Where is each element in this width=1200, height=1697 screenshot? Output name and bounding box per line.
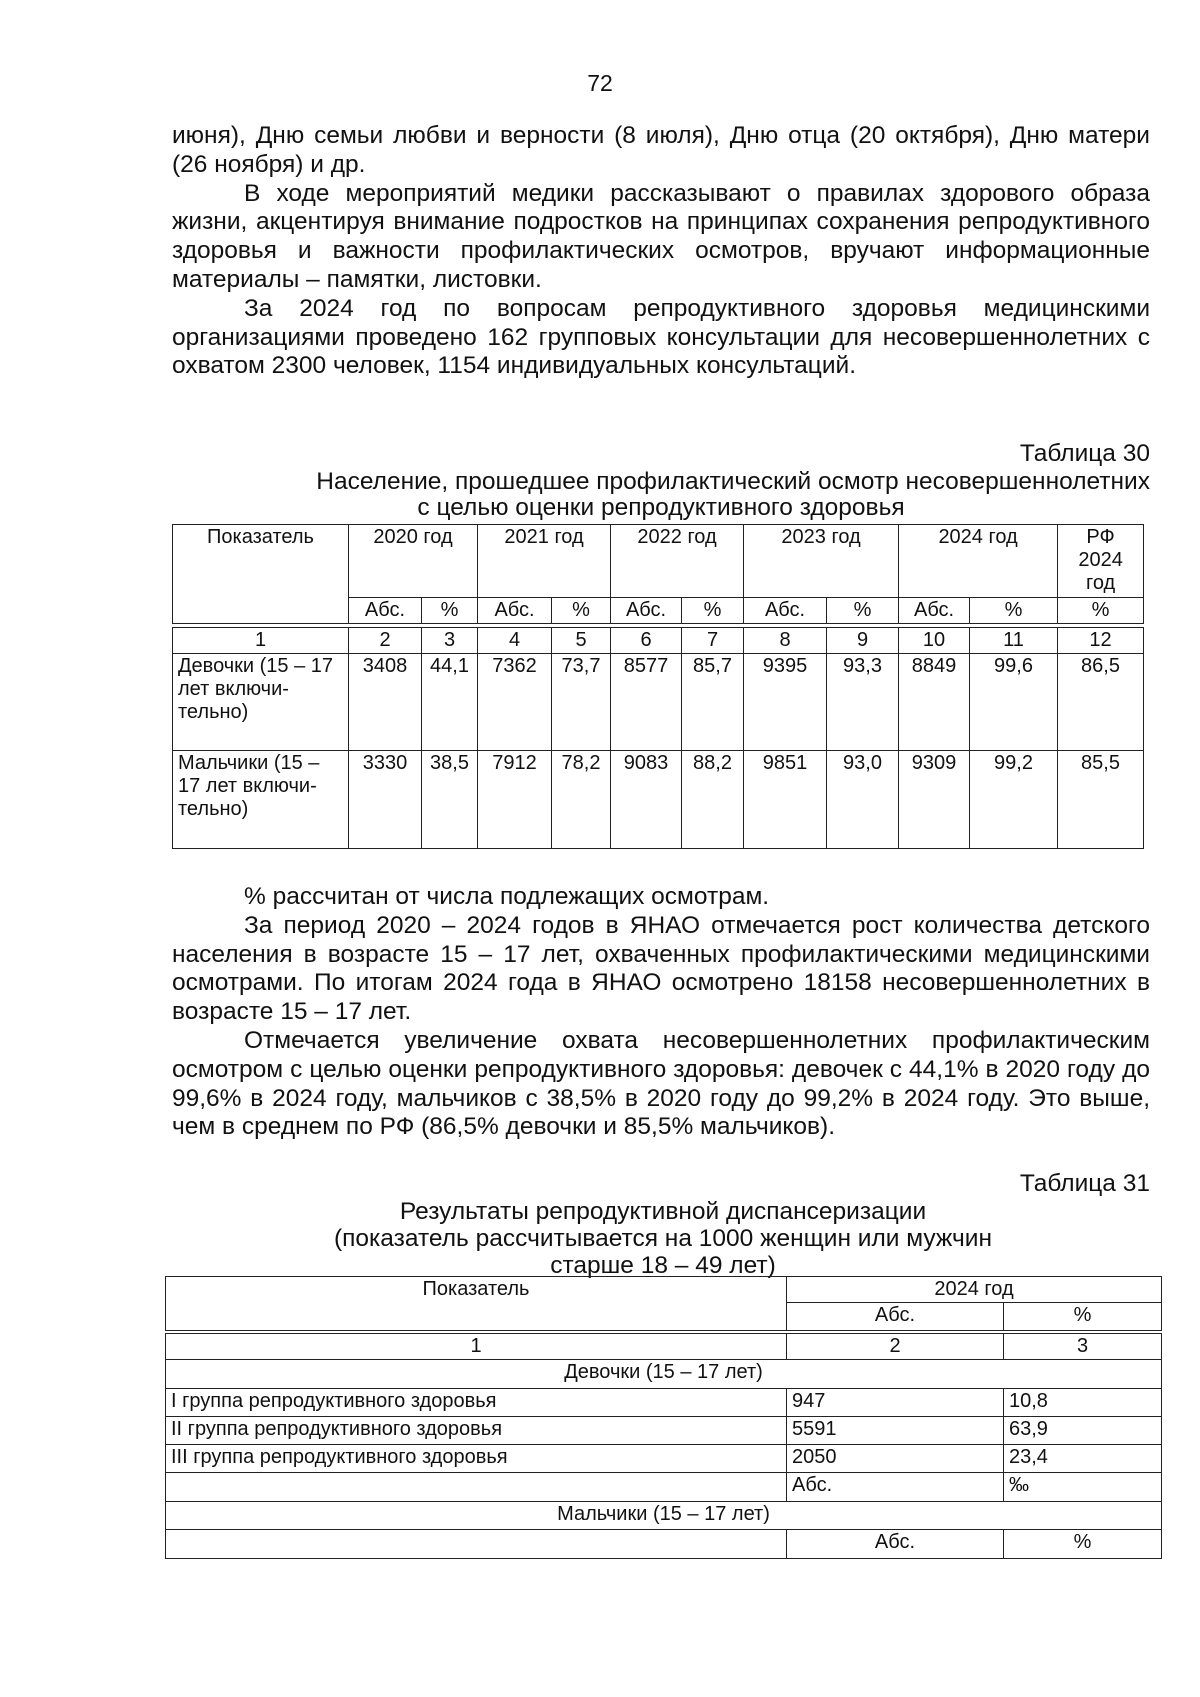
table30-title-line: с целью оценки репродуктивного здоровья <box>417 494 905 521</box>
table30-title <box>172 469 1150 521</box>
text-block-top <box>172 122 1150 381</box>
cell: 78,2 <box>552 751 611 849</box>
cell: 7362 <box>478 654 552 751</box>
col-number: 5 <box>552 628 611 654</box>
paragraph: % рассчитан от числа подлежащих осмотрам. <box>244 883 770 910</box>
paragraph: В ходе мероприятий медики рассказывают о правилах здорового образа жизни, акцентируя внимание подростков на принципах сохранения репродуктивного здоровья и важности профилактических осмотров, вручают информационные материалы – памятки, листовки. <box>172 179 1150 293</box>
table30-body <box>172 627 1144 849</box>
paragraph: Отмечается увеличение охвата несовершеннолетних профилактическим осмотром с целью оценки репродуктивного здоровья: девочек с 44,1% в 2020 году до 99,6% в 2024 году, мальчиков с 38,5% в 2020 году до 99,2% в 2024 году. Это выше, чем в среднем по РФ (86,5% девочки и 85,5% мальчиков). <box>172 1026 1150 1141</box>
row-label: III группа репродуктивного здоровья <box>166 1445 787 1473</box>
header-pct: % <box>827 598 899 624</box>
row-label: Девочки (15 – 17 лет включи-тельно) <box>173 654 349 751</box>
cell-permille-label: ‰ <box>1004 1473 1162 1502</box>
header-rf: РФ 2024 год <box>1058 525 1144 598</box>
col-number: 3 <box>1004 1334 1162 1360</box>
text-block-mid <box>172 883 1150 1142</box>
cell: 9083 <box>611 751 682 849</box>
table-row <box>173 654 1144 751</box>
header-year: 2020 год <box>349 525 478 598</box>
header-pct: % <box>1058 598 1144 624</box>
empty-cell <box>166 1530 787 1559</box>
header-pct: % <box>1004 1303 1162 1331</box>
col-number: 2 <box>349 628 422 654</box>
header-year: 2021 год <box>478 525 611 598</box>
header-abs: Абс. <box>744 598 827 624</box>
header-year: 2024 год <box>787 1277 1162 1303</box>
cell-abs: 5591 <box>787 1417 1004 1445</box>
table31-title-line: старше 18 – 49 лет) <box>550 1252 776 1279</box>
table30-label: Таблица 30 <box>1019 440 1150 467</box>
header-pct: % <box>552 598 611 624</box>
header-indicator: Показатель <box>173 525 349 624</box>
cell: 9395 <box>744 654 827 751</box>
table-row <box>166 1389 1162 1417</box>
row-label: II группа репродуктивного здоровья <box>166 1417 787 1445</box>
col-number: 6 <box>611 628 682 654</box>
cell-pct: 23,4 <box>1004 1445 1162 1473</box>
empty-cell <box>166 1473 787 1502</box>
cell: 85,7 <box>682 654 744 751</box>
column-number-row <box>166 1334 1162 1360</box>
col-number: 7 <box>682 628 744 654</box>
table-row <box>166 1473 1162 1502</box>
table31-header <box>165 1276 1162 1331</box>
cell: 99,6 <box>970 654 1058 751</box>
paragraph: За период 2020 – 2024 годов в ЯНАО отмечается рост количества детского населения в возрасте 15 – 17 лет, охваченных профилактическими медицинскими осмотрами. По итогам 2024 года в ЯНАО осмотрено 18158 несовершеннолетних в возрасте 15 – 17 лет. <box>172 911 1150 1026</box>
table30-title-line: Население, прошедшее профилактический осмотр несовершеннолетних <box>316 468 1150 495</box>
header-year: 2022 год <box>611 525 744 598</box>
col-number: 11 <box>970 628 1058 654</box>
header-abs: Абс. <box>611 598 682 624</box>
cell: 7912 <box>478 751 552 849</box>
cell-pct: 10,8 <box>1004 1389 1162 1417</box>
cell: 86,5 <box>1058 654 1144 751</box>
header-indicator: Показатель <box>166 1277 787 1331</box>
col-number: 1 <box>173 628 349 654</box>
cell-abs: 947 <box>787 1389 1004 1417</box>
cell: 44,1 <box>422 654 478 751</box>
col-number: 10 <box>899 628 970 654</box>
header-pct: % <box>422 598 478 624</box>
col-number: 2 <box>787 1334 1004 1360</box>
paragraph: июня), Дню семьи любви и верности (8 июля), Дню отца (20 октября), Дню матери (26 ноября) и др. <box>172 122 1150 178</box>
header-abs: Абс. <box>349 598 422 624</box>
cell: 85,5 <box>1058 751 1144 849</box>
table-row <box>166 1445 1162 1473</box>
table-row <box>173 751 1144 849</box>
cell-pct: 63,9 <box>1004 1417 1162 1445</box>
table31-title-line: Результаты репродуктивной диспансеризации <box>399 1198 927 1225</box>
row-label: I группа репродуктивного здоровья <box>166 1389 787 1417</box>
cell: 8577 <box>611 654 682 751</box>
cell-abs-label: Абс. <box>787 1530 1004 1559</box>
table-row <box>166 1530 1162 1559</box>
table31-body <box>165 1333 1162 1559</box>
cell: 88,2 <box>682 751 744 849</box>
row-label: Мальчики (15 – 17 лет включи-тельно) <box>173 751 349 849</box>
table31-title-line: (показатель рассчитывается на 1000 женщин или мужчин <box>333 1225 993 1252</box>
table31-title <box>165 1198 1161 1279</box>
col-number: 9 <box>827 628 899 654</box>
cell: 38,5 <box>422 751 478 849</box>
column-number-row <box>173 628 1144 654</box>
cell: 3330 <box>349 751 422 849</box>
header-pct: % <box>970 598 1058 624</box>
col-number: 4 <box>478 628 552 654</box>
header-abs: Абс. <box>899 598 970 624</box>
header-year: 2024 год <box>899 525 1058 598</box>
header-abs: Абс. <box>787 1303 1004 1331</box>
cell: 93,3 <box>827 654 899 751</box>
cell: 9309 <box>899 751 970 849</box>
section-girls: Девочки (15 – 17 лет) <box>166 1360 1162 1389</box>
cell: 99,2 <box>970 751 1058 849</box>
table31-label: Таблица 31 <box>1019 1170 1150 1197</box>
cell: 73,7 <box>552 654 611 751</box>
table30-header <box>172 524 1144 624</box>
col-number: 8 <box>744 628 827 654</box>
cell: 3408 <box>349 654 422 751</box>
header-year: 2023 год <box>744 525 899 598</box>
header-pct: % <box>682 598 744 624</box>
cell-abs: 2050 <box>787 1445 1004 1473</box>
paragraph: За 2024 год по вопросам репродуктивного здоровья медицинскими организациями проведено 162 групповых консультации для несовершеннолетних с охватом 2300 человек, 1154 индивидуальных консультаций. <box>172 294 1150 380</box>
table-row <box>166 1417 1162 1445</box>
col-number: 3 <box>422 628 478 654</box>
section-boys: Мальчики (15 – 17 лет) <box>166 1502 1162 1530</box>
cell: 9851 <box>744 751 827 849</box>
cell: 8849 <box>899 654 970 751</box>
cell: 93,0 <box>827 751 899 849</box>
cell-pct-label: % <box>1004 1530 1162 1559</box>
col-number: 12 <box>1058 628 1144 654</box>
cell-abs-label: Абс. <box>787 1473 1004 1502</box>
page-number: 72 <box>587 70 613 96</box>
col-number: 1 <box>166 1334 787 1360</box>
header-abs: Абс. <box>478 598 552 624</box>
